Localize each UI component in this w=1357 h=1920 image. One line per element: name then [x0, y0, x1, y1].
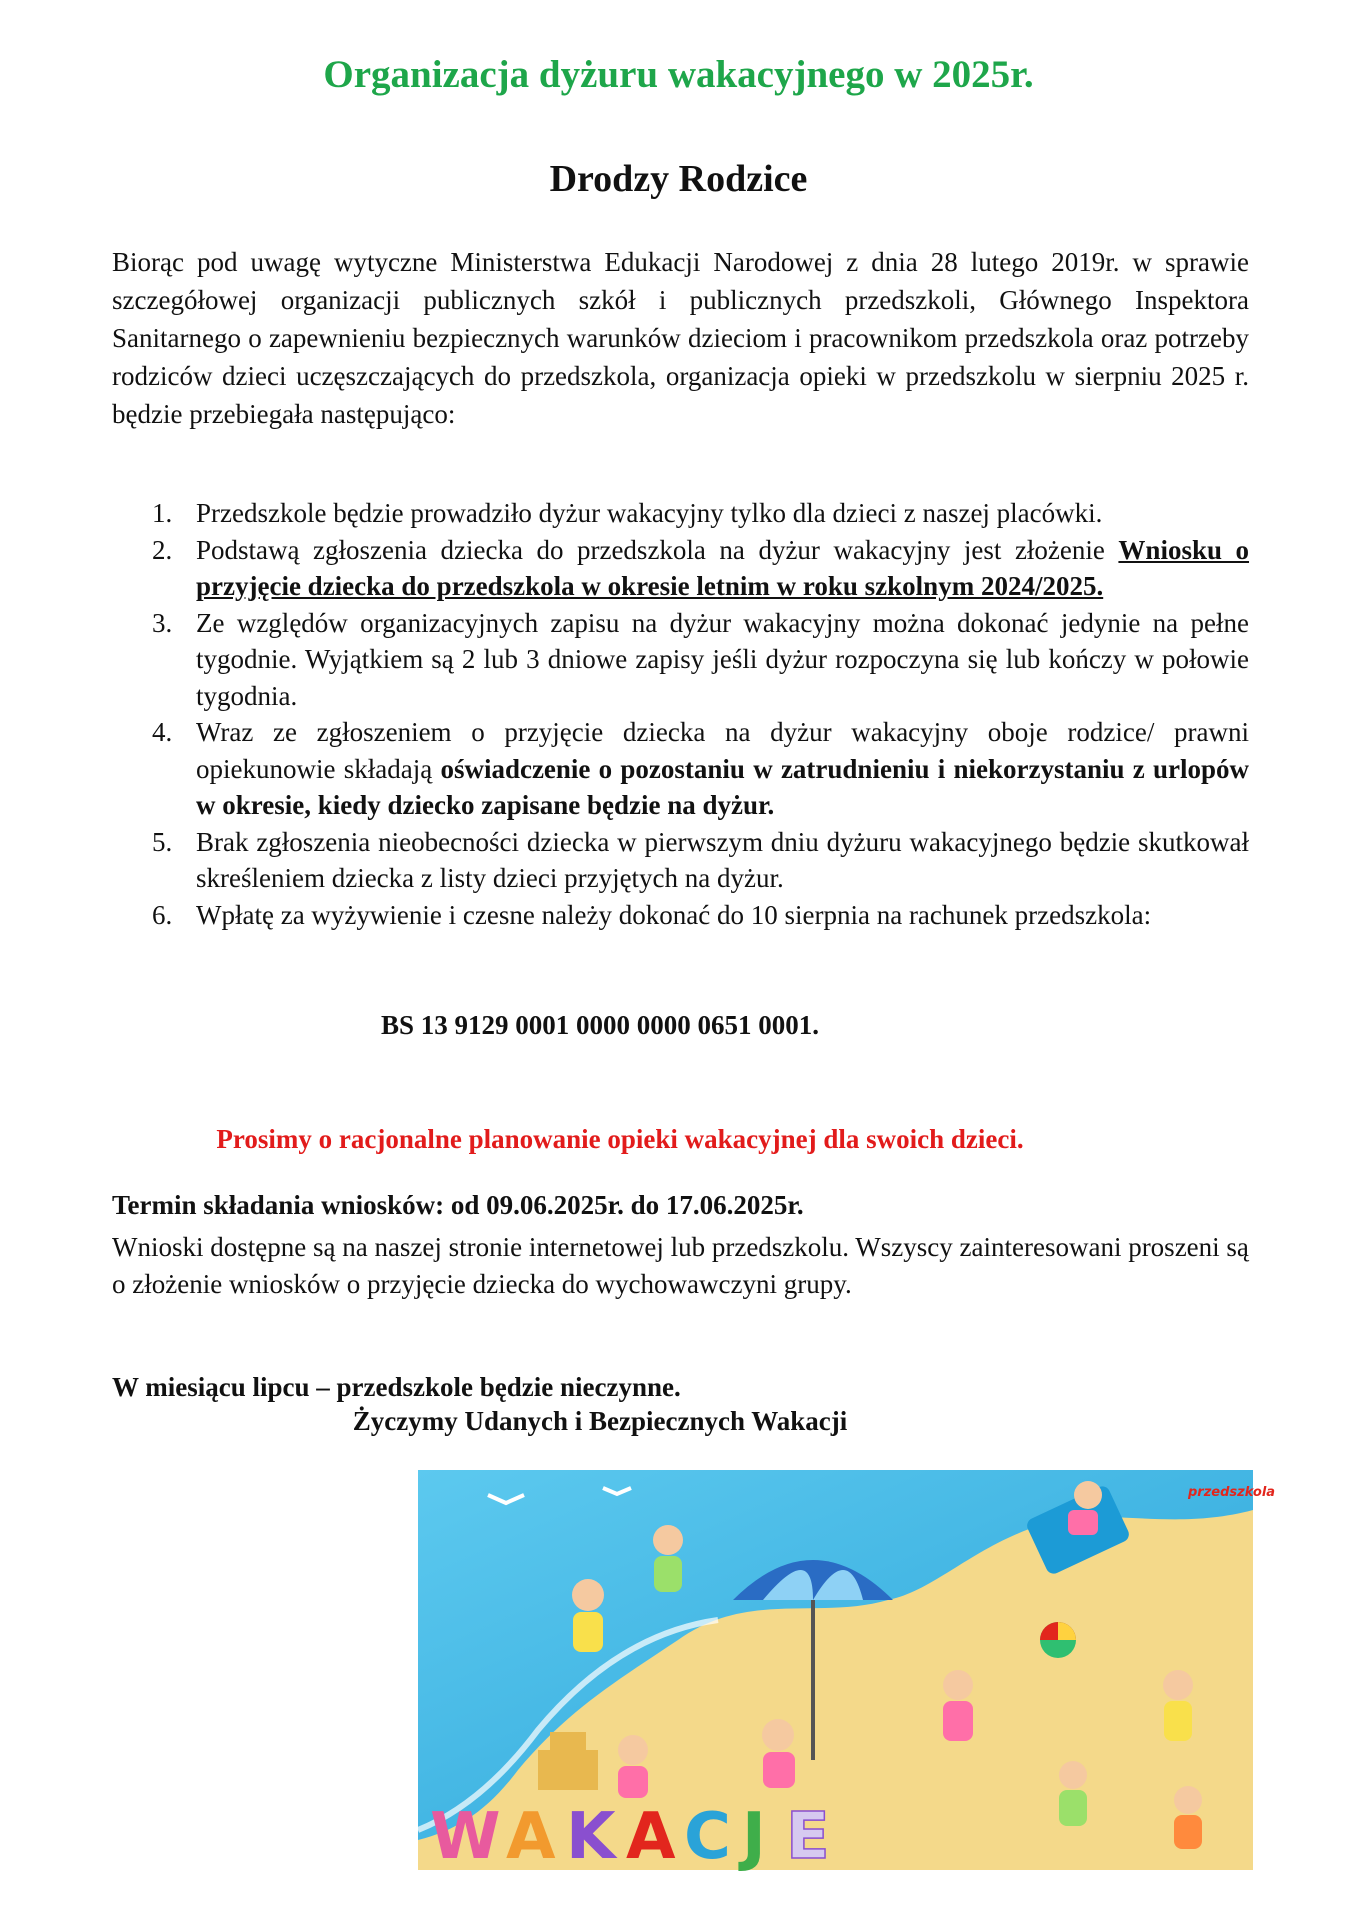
deadline-text: Termin składania wniosków: od 09.06.2025r. do 17.06.2025r.: [112, 1190, 804, 1220]
list-number: 4.: [152, 717, 173, 747]
list-number: 3.: [152, 607, 173, 638]
child-figure-icon: [572, 1579, 604, 1652]
list-text: Wraz ze zgłoszeniem o przyjęcie dziecka na dyżur wakacyjny oboje rodzice/ prawni opiekunowie składają: [196, 717, 1249, 784]
child-figure-icon: [762, 1719, 795, 1788]
list-item: [112, 605, 1249, 715]
child-figure-icon: [1059, 1761, 1087, 1826]
list-text: Brak zgłoszenia nieobecności dziecka w pierwszym dniu dyżuru wakacyjnego będzie skutkował skreśleniem dziecka z listy dzieci przyjętych na dyżur.: [196, 826, 1249, 893]
bank-account-number: BS 13 9129 0001 0000 0000 0651 0001.: [380, 1010, 820, 1040]
child-figure-icon: [943, 1670, 973, 1741]
july-closure-text: W miesiącu lipcu – przedszkole będzie nieczynne.: [112, 1372, 681, 1402]
child-figure-icon: [1163, 1670, 1193, 1741]
list-number: 5.: [152, 826, 173, 857]
list-emphasis: Wniosku o przyjęcie dziecka do przedszkola w okresie letnim w roku szkolnym 2024/2025.: [196, 534, 1250, 601]
wakacje-letter: K: [566, 1800, 616, 1874]
list-text: Przedszkole będzie prowadziło dyżur wakacyjny tylko dla dzieci z naszej placówki.: [196, 498, 1103, 528]
wishes-text: Życzymy Udanych i Bezpiecznych Wakacji: [352, 1406, 848, 1436]
wakacje-letter: E: [786, 1800, 830, 1874]
child-figure-icon: [653, 1525, 683, 1592]
list-item: [112, 532, 1249, 605]
wakacje-letter: A: [626, 1800, 676, 1874]
list-number: 2.: [152, 534, 173, 565]
greeting: Drodzy Rodzice: [549, 158, 808, 200]
child-figure-icon: [1174, 1786, 1202, 1849]
list-item: [112, 824, 1249, 897]
list-item: [112, 714, 1249, 824]
brand-logo: przedszkola: [1188, 1485, 1276, 1500]
page-title: Organizacja dyżuru wakacyjnego w 2025r.: [323, 53, 1034, 96]
rules-list: [112, 495, 1249, 933]
beach-ball-icon: [1040, 1622, 1076, 1658]
list-text: Podstawą zgłoszenia dziecka do przedszkola na dyżur wakacyjny jest złożenie: [196, 534, 1105, 565]
wakacje-letter: A: [506, 1800, 556, 1874]
list-number: 6.: [152, 899, 173, 930]
list-item: [112, 897, 1249, 934]
list-item: [112, 495, 1249, 532]
list-emphasis: oświadczenie o pozostaniu w zatrudnieniu i niekorzystaniu z urlopów w okresie, kiedy dziecko zapisane będzie na dyżur.: [196, 753, 1249, 820]
availability-text: Wnioski dostępne są na naszej stronie internetowej lub przedszkolu. Wszyscy zainteresowani proszeni są o złożenie wniosków o przyjęcie dziecka do wychowawczyni grupy.: [112, 1232, 1249, 1299]
list-text: Wpłatę za wyżywienie i czesne należy dokonać do 10 sierpnia na rachunek przedszkola:: [196, 899, 1152, 930]
wakacje-letter: C: [684, 1800, 731, 1874]
intro-paragraph: Biorąc pod uwagę wytyczne Ministerstwa Edukacji Narodowej z dnia 28 lutego 2019r. w sprawie szczegółowej organizacji publicznych szkół i publicznych przedszkoli, Głównego Inspektora Sanitarnego o zapewnieniu bezpiecznych warunków dzieciom i pracownikom przedszkola oraz potrzeby rodziców dzieci uczęszczających do przedszkola, organizacja opieki w przedszkolu w sierpniu 2025 r. będzie przebiegała następująco:: [112, 247, 1249, 429]
beach-illustration: [418, 1470, 1276, 1874]
list-number: 1.: [152, 498, 173, 528]
wakacje-letter: J: [742, 1800, 766, 1874]
appeal-text: Prosimy o racjonalne planowanie opieki wakacyjnej dla swoich dzieci.: [216, 1124, 1024, 1154]
list-text: Ze względów organizacyjnych zapisu na dyżur wakacyjny można dokonać jedynie na pełne tygodnie. Wyjątkiem są 2 lub 3 dniowe zapisy jeśli dyżur rozpoczyna się lub kończy w połowie tygodnia.: [196, 607, 1249, 711]
wakacje-letter: W: [430, 1800, 501, 1874]
